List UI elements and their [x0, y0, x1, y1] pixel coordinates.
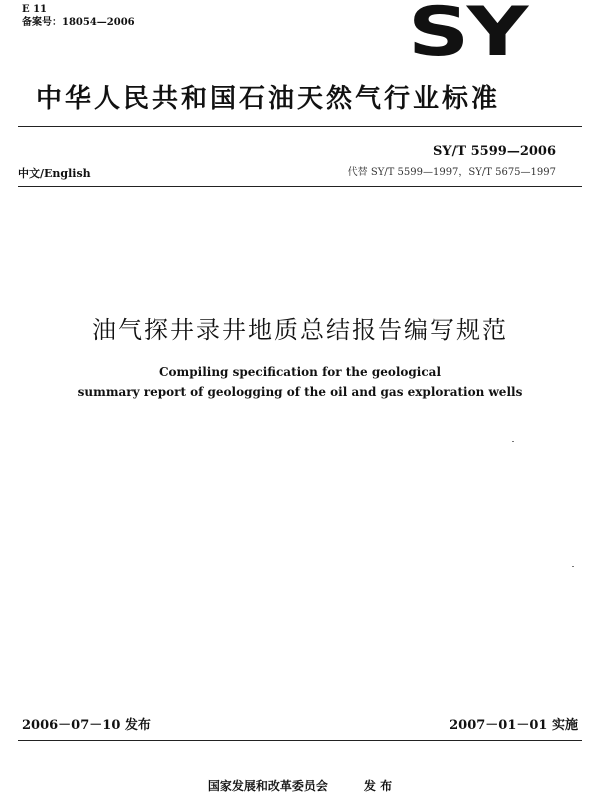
- document-title-chinese: 油气探井录井地质总结报告编写规范: [92, 316, 508, 344]
- issue-date: 2006－07－10 发布: [22, 718, 151, 733]
- language-label: 中文/English: [18, 167, 91, 180]
- filing-number: 备案号：18054—2006: [22, 17, 135, 28]
- sy-logo: SY: [408, 0, 526, 72]
- publisher-action: 发 布: [363, 779, 393, 793]
- header-divider: [18, 126, 582, 127]
- standard-number: SY/T 5599—2006: [433, 144, 556, 159]
- classification-code: E 11: [22, 4, 48, 15]
- scan-speck: [512, 441, 514, 442]
- footer-divider: [18, 740, 582, 741]
- publisher-line: [0, 778, 600, 794]
- publisher-name: 国家发展和改革委员会: [207, 779, 328, 793]
- document-title-english-line1: Compiling specification for the geological: [159, 365, 441, 379]
- implementation-date: 2007－01－01 实施: [449, 718, 578, 733]
- title-divider: [18, 186, 582, 187]
- replaces-standards: 代替 SY/T 5599—1997，SY/T 5675—1997: [347, 167, 556, 178]
- industry-standard-title: 中华人民共和国石油天然气行业标准: [36, 84, 501, 114]
- document-title-english-line2: summary report of geologging of the oil and gas exploration wells: [77, 385, 523, 399]
- scan-speck: [572, 566, 574, 567]
